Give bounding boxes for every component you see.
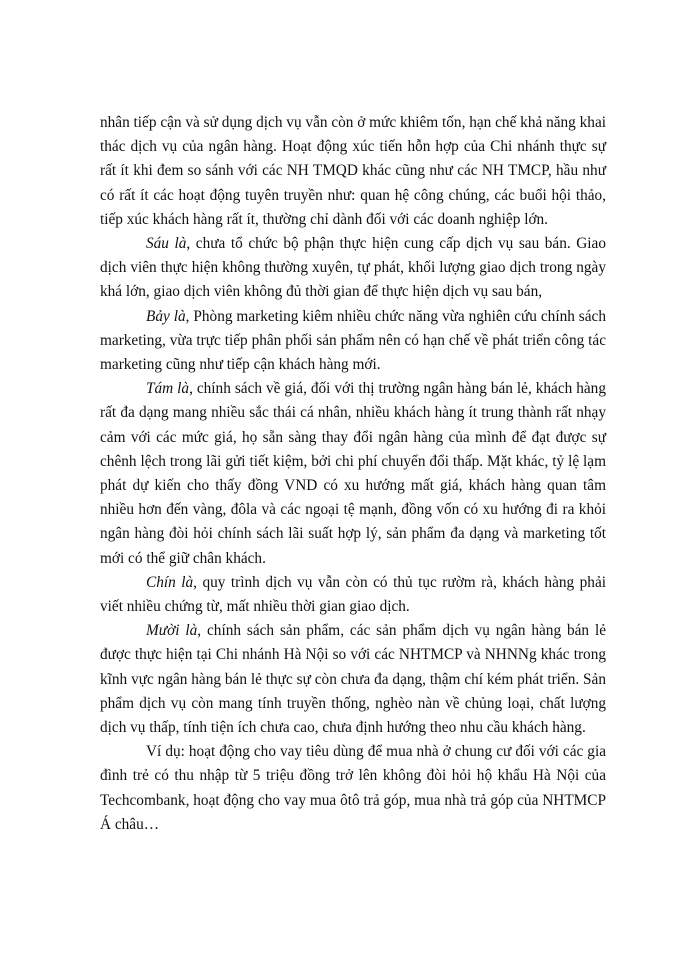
- paragraph-continuation: [100, 111, 606, 232]
- paragraph-text: nhân tiếp cận và sử dụng dịch vụ vẫn còn ở mức khiêm tốn, hạn chế khả năng khai thác dịch vụ của ngân hàng. Hoạt động xúc tiến hỗn hợp của Chi nhánh thực sự rất ít khi đem so sánh với các NH TMQD khác cũng như các NH TMCP, hầu như có rất ít các hoạt động tuyên truyền như: quan hệ công chúng, các buổi hội thảo, tiếp xúc khách hàng rất ít, thường chỉ dành đối với các doanh nghiệp lớn.: [100, 114, 606, 228]
- paragraph-lead: Mười là: [146, 622, 198, 640]
- paragraph-bay-la: [100, 305, 606, 378]
- paragraph-lead: Bảy là: [146, 307, 186, 325]
- paragraph-chin-la: [100, 571, 606, 619]
- paragraph-lead: Sáu là: [146, 235, 187, 253]
- paragraph-lead: Tám là: [146, 380, 190, 398]
- paragraph-text: , chưa tổ chức bộ phận thực hiện cung cấp dịch vụ sau bán. Giao dịch viên thực hiện không thường xuyên, tự phát, khối lượng giao dịch trong ngày khá lớn, giao dịch viên không đủ thời gian để thực hiện dịch vụ sau bán,: [100, 235, 606, 301]
- paragraph-text: , chính sách sản phẩm, các sản phẩm dịch vụ ngân hàng bán lẻ được thực hiện tại Chi nhánh Hà Nội so với các NHTMCP và NHNNg khác trong kĩnh vực ngân hàng bán lẻ thực sự còn chưa đa dạng, thậm chí kém phát triển. Sản phẩm dịch vụ còn mang tính truyền thống, nghèo nàn về chủng loại, chất lượng dịch vụ thấp, tính tiện ích chưa cao, chưa định hướng theo nhu cầu khách hàng.: [100, 622, 606, 737]
- paragraph-text: , quy trình dịch vụ vẫn còn có thủ tục rườm rà, khách hàng phải viết nhiều chứng từ, mất nhiều thời gian giao dịch.: [100, 573, 606, 616]
- paragraph-tam-la: [100, 377, 606, 571]
- document-page: [100, 111, 606, 837]
- paragraph-vi-du: [100, 740, 606, 837]
- paragraph-text: Ví dụ: hoạt động cho vay tiêu dùng để mua nhà ở chung cư đối với các gia đình trẻ có thu nhập từ 5 triệu đồng trở lên không đòi hỏi hộ khẩu Hà Nội của Techcombank, hoạt động cho vay mua ôtô trả góp, mua nhà trả góp của NHTMCP Á châu…: [100, 743, 606, 833]
- paragraph-lead: Chín là: [146, 573, 194, 591]
- paragraph-sau-la: [100, 232, 606, 305]
- paragraph-muoi-la: [100, 619, 606, 740]
- paragraph-text: , chính sách về giá, đối với thị trường ngân hàng bán lẻ, khách hàng rất đa dạng mang nhiều sắc thái cá nhân, nhiều khách hàng ít trung thành rất nhạy cảm với các mức giá, họ sẵn sàng thay đổi ngân hàng của mình để đạt được sự chênh lệch trong lãi gửi tiết kiệm, bởi chi phí chuyển đổi thấp. Mặt khác, tỷ lệ lạm phát dự kiến cho thấy đồng VND có xu hướng mất giá, khách hàng quan tâm nhiều hơn đến vàng, đôla và các ngoại tệ mạnh, đồng vốn có xu hướng đi ra khỏi ngân hàng đòi hỏi chính sách lãi suất hợp lý, sản phẩm đa dạng và marketing tốt mới có thể giữ chân khách.: [100, 380, 606, 567]
- paragraph-text: , Phòng marketing kiêm nhiều chức năng vừa nghiên cứu chính sách marketing, vừa trực tiếp phân phối sản phẩm nên có hạn chế về phát triển công tác marketing cũng như tiếp cận khách hàng mới.: [100, 307, 606, 374]
